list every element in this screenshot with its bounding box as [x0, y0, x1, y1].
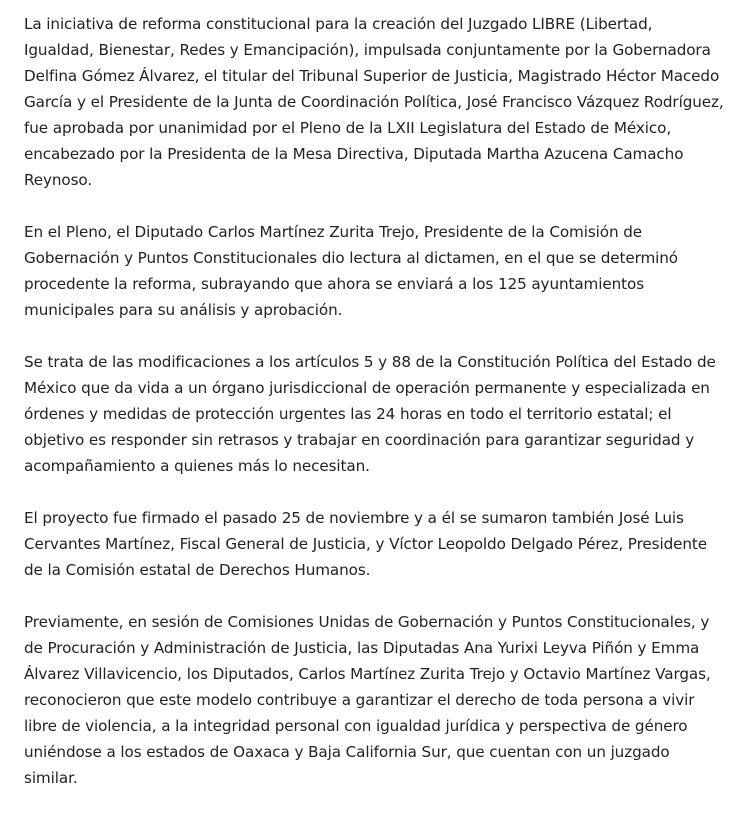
paragraph-constitutional-modifications: Se trata de las modificaciones a los artículos 5 y 88 de la Constitución Política del Estado de México que da vida a un órgano jurisdiccional de operación permanente y especializada en órdenes y medidas de protección urgentes las 24 horas en todo el territorio estatal; el objetivo es responder sin retrasos y trabajar en coordinación para garantizar seguridad y acompañamiento a quienes más lo necesitan. [24, 353, 716, 475]
paragraph-commissions: Previamente, en sesión de Comisiones Unidas de Gobernación y Puntos Constitucionales, y de Procuración y Administración de Justicia, las Diputadas Ana Yurixi Leyva Piñón y Emma Álvarez Villavicencio, los Diputados, Carlos Martínez Zurita Trejo y Octavio Martínez Vargas, reconocieron que este modelo contribuye a garantizar el derecho de toda persona a vivir libre de violencia, a la integridad personal con igualdad jurídica y perspectiva de género uniéndose a los estados de Oaxaca y Baja California Sur, que cuentan con un juzgado similar. [24, 613, 711, 787]
paragraph-approval: La iniciativa de reforma constitucional para la creación del Juzgado LIBRE (Libertad, Igualdad, Bienestar, Redes y Emancipación), impulsada conjuntamente por la Gobernadora Delfina Gómez Álvarez, el titular del Tribunal Superior de Justicia, Magistrado Héctor Macedo García y el Presidente de la Junta de Coordinación Política, José Francisco Vázquez Rodríguez, fue aprobada por unanimidad por el Pleno de la LXII Legislatura del Estado de México, encabezado por la Presidenta de la Mesa Directiva, Diputada Martha Azucena Camacho Reynoso. [24, 15, 724, 189]
paragraph-signing: El proyecto fue firmado el pasado 25 de noviembre y a él se sumaron también José Luis Cervantes Martínez, Fiscal General de Justicia, y Víctor Leopoldo Delgado Pérez, Presidente de la Comisión estatal de Derechos Humanos. [24, 509, 707, 579]
paragraph-plenary-reading: En el Pleno, el Diputado Carlos Martínez Zurita Trejo, Presidente de la Comisión de Gobernación y Puntos Constitucionales dio lectura al dictamen, en el que se determinó procedente la reforma, subrayando que ahora se enviará a los 125 ayuntamientos municipales para su análisis y aprobación. [24, 223, 679, 319]
